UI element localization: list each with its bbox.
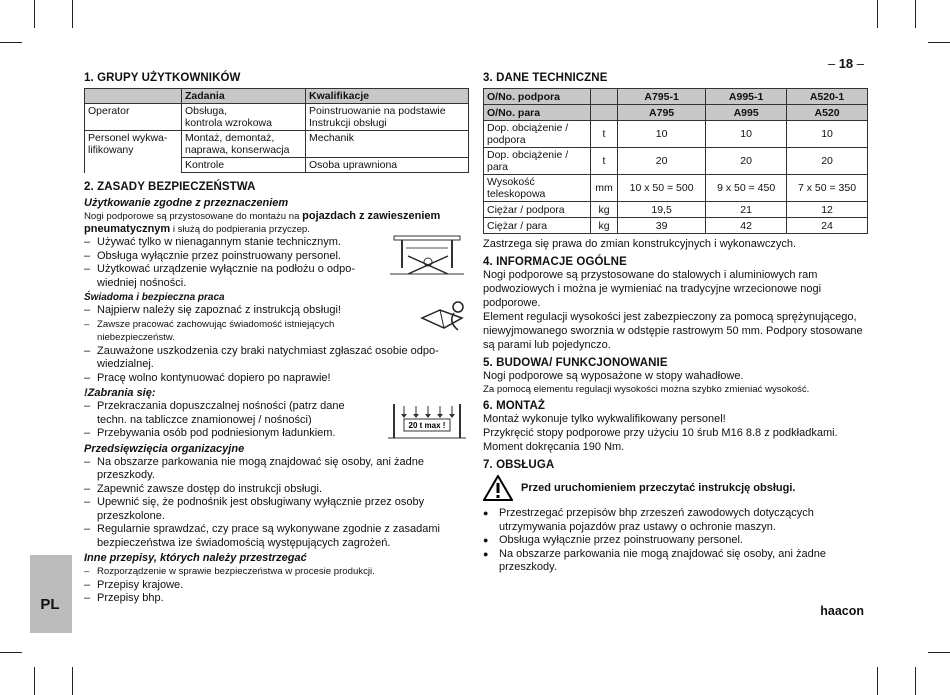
list-item: – Używać tylko w nienagannym stanie technicznym. xyxy=(84,236,374,250)
section-title: 7. OBSŁUGA xyxy=(483,459,555,471)
crop-mark xyxy=(34,0,35,28)
list-item: – Upewnić się, że podnośnik jest obsługiwany wyłącznie przez osoby przeszkolone. xyxy=(84,496,469,523)
user-groups-table xyxy=(84,88,469,173)
list-item: – Rozporządzenie w sprawie bezpieczeństwa w procesie produkcji. xyxy=(84,565,469,579)
crop-mark xyxy=(928,652,950,653)
bullet-list xyxy=(84,304,469,385)
left-column xyxy=(84,72,469,606)
list-item: – Przepisy bhp. xyxy=(84,592,469,606)
language-tab-strip xyxy=(30,555,72,575)
paragraph: Element regulacji wysokości jest zabezpieczony za pomocą sprężynującego, niewyjmowanego sworznia w odstępie rastrowym 50 mm. Podpory stosowane są parami lub pojedynczo. xyxy=(483,311,863,351)
table-row: Wysokość teleskopowa mm 10 x 50 = 500 9 x 50 = 450 7 x 50 = 350 xyxy=(484,175,868,202)
max-load-icon xyxy=(386,402,468,444)
bullet-list xyxy=(84,565,469,606)
section-title: 6. MONTAŻ xyxy=(483,400,546,412)
paragraph: Przykręcić stopy podporowe przy użyciu 10 śrub M16 8.8 z podkładkami. xyxy=(483,427,838,439)
right-column xyxy=(483,72,868,575)
paragraph: Montaż wykonuje tylko wykwalifikowany personel! xyxy=(483,413,726,425)
paragraph: Nogi podporowe są przystosowane do montażu na pojazdach z zawieszeniem pneumatycznym i służą do podpierania przyczep. xyxy=(84,210,441,235)
section-title: 4. INFORMACJE OGÓLNE xyxy=(483,256,627,268)
paragraph: Za pomocą elementu regulacji wysokości można szybko zmieniać wysokość. xyxy=(483,384,810,395)
read-manual-icon xyxy=(418,300,468,336)
crop-mark xyxy=(915,0,916,28)
crop-mark xyxy=(0,652,22,653)
list-item: – Obsługa wyłącznie przez poinstruowany personel. xyxy=(84,250,374,264)
table-header xyxy=(85,89,182,104)
warning-text: Przed uruchomieniem przeczytać instrukcję obsługi. xyxy=(521,482,796,494)
list-item: – Przebywania osób pod podniesionym ładunkiem. xyxy=(84,427,469,441)
bullet-list xyxy=(483,507,868,575)
subheading: !Zabrania się: xyxy=(84,387,156,399)
list-item: – Na obszarze parkowania nie mogą znajdować się osoby, ani żadne przeszkody. xyxy=(84,456,469,483)
table-row: Ciężar / podpora kg 19,5 21 12 xyxy=(484,202,868,218)
table-row: Dop. obciążenie / podpora t 10 10 10 xyxy=(484,121,868,148)
bullet-list xyxy=(84,456,469,551)
technical-data-table xyxy=(483,88,868,234)
section-title: 2. ZASADY BEZPIECZEŃSTWA xyxy=(84,181,256,193)
no-persons-under-trailer-icon xyxy=(388,234,466,280)
section-title: 5. BUDOWA/ FUNKCJONOWANIE xyxy=(483,357,668,369)
list-item: – Zapewnić zawsze dostęp do instrukcji obsługi. xyxy=(84,483,469,497)
crop-mark xyxy=(0,42,22,43)
language-tab: PL xyxy=(30,575,72,633)
note: Zastrzega się prawa do zmian konstrukcyjnych i wykonawczych. xyxy=(483,238,797,250)
subheading: Użytkowanie zgodne z przeznaczeniem xyxy=(84,197,289,209)
table-header-row: O/No. para A795 A995 A520 xyxy=(484,105,868,121)
list-item: – Regularnie sprawdzać, czy prace są wykonywane zgodnie z zasadami bezpieczeństwa ize świadomością występujących zagrożeń. xyxy=(84,523,469,550)
subheading: Przedsięwzięcia organizacyjne xyxy=(84,442,245,455)
crop-mark xyxy=(915,667,916,695)
subheading: Świadoma i bezpieczna praca xyxy=(84,292,225,303)
table-header: Zadania xyxy=(182,89,306,104)
paragraph: Moment dokręcania 190 Nm. xyxy=(483,441,625,453)
crop-mark xyxy=(877,0,878,28)
brand-logo: haacon xyxy=(820,604,864,618)
crop-mark xyxy=(72,667,73,695)
subheading: Inne przepisy, których należy przestrzegać xyxy=(84,552,307,564)
list-item: ● Na obszarze parkowania nie mogą znajdować się osoby, ani żadne przeszkody. xyxy=(483,548,868,575)
warning-notice xyxy=(483,475,868,501)
table-row: Ciężar / para kg 39 42 24 xyxy=(484,218,868,234)
list-item: – Przekraczania dopuszczalnej nośności (patrz dane techn. na tabliczce znamionowej / nośności) xyxy=(84,400,469,427)
crop-mark xyxy=(72,0,73,28)
table-row: Dop. obciążenie / para t 20 20 20 xyxy=(484,148,868,175)
bullet-list xyxy=(84,236,374,290)
table-row: Kontrole Osoba uprawniona xyxy=(85,158,469,173)
list-item: ● Przestrzegać przepisów bhp zrzeszeń zawodowych dotyczących utrzymywania pojazdów praz ustawy o ochronie maszyn. xyxy=(483,507,868,534)
max-load-label: 20 t max ! xyxy=(408,421,446,430)
table-row: Personel wykwa- lifikowany Montaż, demontaż, naprawa, konserwacja Mechanik xyxy=(85,131,469,158)
list-item: – Zawsze pracować zachowując świadomość istniejących niebezpieczeństw. xyxy=(84,318,357,345)
section-title: 3. DANE TECHNICZNE xyxy=(483,72,608,84)
warning-icon xyxy=(483,475,513,501)
list-item: – Użytkować urządzenie wyłącznie na podłożu o odpo- wiedniej nośności. xyxy=(84,263,374,290)
list-item: ● Obsługa wyłącznie przez poinstruowany personel. xyxy=(483,534,868,548)
table-header-row: O/No. podpora A795-1 A995-1 A520-1 xyxy=(484,89,868,105)
list-item: – Przepisy krajowe. xyxy=(84,579,469,593)
crop-mark xyxy=(34,667,35,695)
crop-mark xyxy=(877,667,878,695)
list-item: – Zauważone uszkodzenia czy braki natychmiast zgłaszać osobie odpo- wiedzialnej. xyxy=(84,345,469,372)
list-item: – Najpierw należy się zapoznać z instrukcją obsługi! xyxy=(84,304,469,318)
table-row: Operator Obsługa, kontrola wzrokowa Poinstruowanie na podstawie Instrukcji obsługi xyxy=(85,104,469,131)
page-number: – 18 – xyxy=(827,56,864,71)
list-item: – Pracę wolno kontynuować dopiero po naprawie! xyxy=(84,372,469,386)
section-title: 1. GRUPY UŻYTKOWNIKÓW xyxy=(84,72,241,84)
paragraph: Nogi podporowe są przystosowane do stalowych i aluminiowych ram podwoziowych i można je wymieniać na tradycyjne wrzecionowe nogi podporowe. xyxy=(483,269,822,309)
table-header: Kwalifikacje xyxy=(306,89,469,104)
crop-mark xyxy=(928,42,950,43)
paragraph: Nogi podporowe są wyposażone w stopy wahadłowe. xyxy=(483,370,744,382)
